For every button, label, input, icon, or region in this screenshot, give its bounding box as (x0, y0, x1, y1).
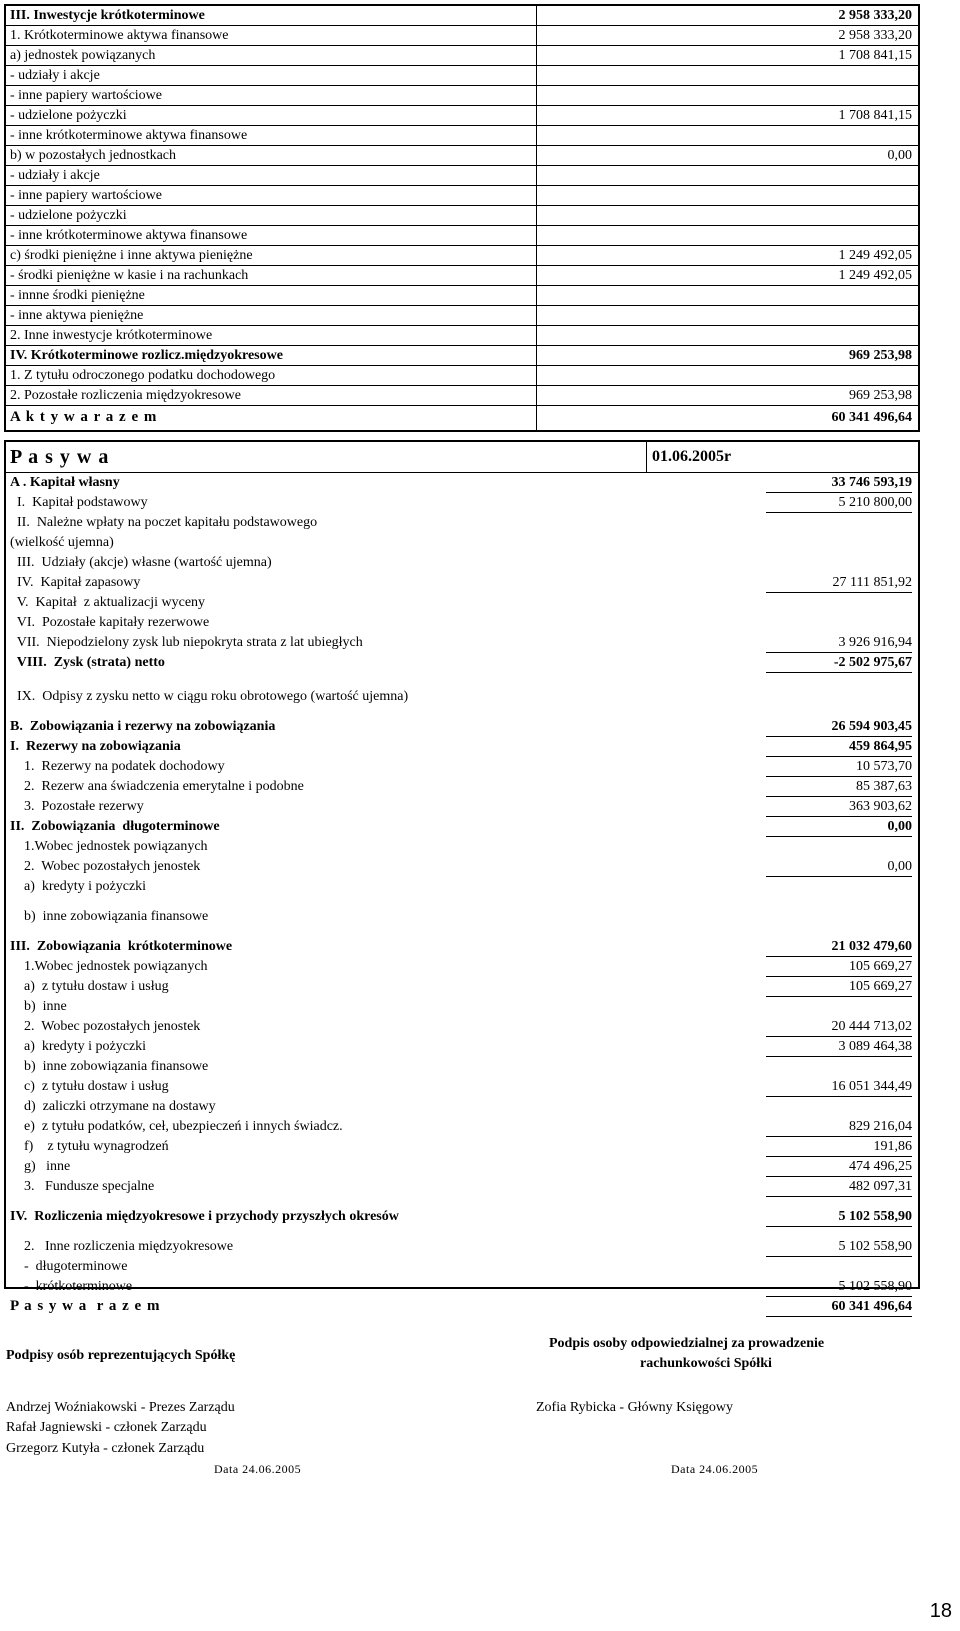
table-row (6, 1017, 918, 1036)
pasywa-date: 01.06.2005r (652, 448, 732, 465)
table-row (6, 633, 918, 652)
table-row (6, 613, 918, 632)
row-value: 3 926 916,94 (838, 635, 912, 650)
table-row (6, 937, 918, 956)
row-label: 1. Krótkoterminowe aktywa finansowe (10, 28, 229, 43)
row-label: - udziały i akcje (10, 168, 100, 183)
table-row (6, 677, 918, 716)
row-label: g) inne (10, 1159, 71, 1174)
signatory-name: Grzegorz Kutyła - członek Zarządu (6, 1441, 205, 1456)
table-row (6, 146, 918, 166)
table-row (6, 266, 918, 286)
row-value: 2 958 333,20 (838, 8, 912, 23)
table-row (6, 286, 918, 306)
table-row (6, 46, 918, 66)
row-label: V. Kapitał z aktualizacji wyceny (10, 595, 206, 610)
row-label: - środki pieniężne w kasie i na rachunkach (10, 268, 249, 283)
row-label: b) inne (10, 999, 67, 1014)
row-label: III. Inwestycje krótkoterminowe (10, 8, 205, 23)
table-row (6, 1097, 918, 1116)
row-label: 2. Wobec pozostałych jenostek (10, 859, 201, 874)
value-underline (766, 672, 912, 673)
table-row (6, 1057, 918, 1076)
row-label: VIII. Zysk (strata) netto (10, 655, 165, 670)
row-value: 1 708 841,15 (838, 48, 912, 63)
signatures-left-title: Podpisy osób reprezentujących Spółkę (6, 1348, 236, 1363)
row-value: 0,00 (887, 859, 912, 874)
table-row (6, 226, 918, 246)
right-signature-date: Data 24.06.2005 (671, 1462, 759, 1476)
table-row (6, 817, 918, 836)
row-label: f) z tytułu wynagrodzeń (10, 1139, 169, 1154)
row-label: 1.Wobec jednostek powiązanych (10, 839, 208, 854)
row-label: - inne papiery wartościowe (10, 88, 162, 103)
table-row (6, 406, 918, 429)
row-label: 1. Rezerwy na podatek dochodowy (10, 759, 225, 774)
row-label: IV. Krótkoterminowe rozlicz.międzyokresowe (10, 348, 283, 363)
row-value: 5 102 558,90 (838, 1209, 912, 1224)
table-row (6, 306, 918, 326)
table-row (6, 1177, 918, 1196)
row-label: - krótkoterminowe (10, 1279, 133, 1294)
row-value: 191,86 (873, 1139, 912, 1154)
row-label: 3. Pozostałe rezerwy (10, 799, 144, 814)
row-label: - długoterminowe (10, 1259, 128, 1274)
row-value: 105 669,27 (849, 959, 912, 974)
table-row (6, 1037, 918, 1056)
row-value: 1 249 492,05 (838, 248, 912, 263)
table-row (6, 1197, 918, 1236)
row-label: 2. Inne inwestycje krótkoterminowe (10, 328, 213, 343)
row-value: 459 864,95 (849, 739, 912, 754)
row-label: a) kredyty i pożyczki (10, 1039, 147, 1054)
row-label: III. Udziały (akcje) własne (wartość ujemna) (10, 555, 272, 570)
table-row (6, 837, 918, 856)
row-label: I. Kapitał podstawowy (10, 495, 148, 510)
row-value: 33 746 593,19 (831, 475, 912, 490)
row-label: b) inne zobowiązania finansowe (10, 1059, 209, 1074)
table-row (6, 1077, 918, 1096)
row-label: c) środki pieniężne i inne aktywa pieniężne (10, 248, 253, 263)
table-row (6, 366, 918, 386)
row-value: 85 387,63 (856, 779, 912, 794)
row-value: 26 594 903,45 (831, 719, 912, 734)
row-label: 2. Wobec pozostałych jenostek (10, 1019, 201, 1034)
row-label: - udzielone pożyczki (10, 208, 127, 223)
table-row (6, 737, 918, 756)
row-label: P a s y w a r a z e m (10, 1298, 161, 1314)
table-row (6, 86, 918, 106)
row-value: 1 708 841,15 (838, 108, 912, 123)
table-row (6, 533, 918, 552)
row-label: - innne środki pieniężne (10, 288, 145, 303)
table-row (6, 777, 918, 796)
accountant-name: Zofia Rybicka - Główny Księgowy (536, 1400, 733, 1415)
row-value: 60 341 496,64 (831, 1299, 912, 1314)
table-row (6, 717, 918, 736)
signatures-right-title-1: Podpis osoby odpowiedzialnej za prowadzenie (549, 1336, 825, 1351)
row-value: -2 502 975,67 (833, 655, 912, 670)
row-label: 1.Wobec jednostek powiązanych (10, 959, 208, 974)
row-value: 829 216,04 (849, 1119, 912, 1134)
row-value: 1 249 492,05 (838, 268, 912, 283)
row-value: 21 032 479,60 (831, 939, 912, 954)
row-value: 5 102 558,90 (838, 1279, 912, 1294)
table-row (6, 857, 918, 876)
table-row (6, 1137, 918, 1156)
table-row (6, 757, 918, 776)
row-value: 969 253,98 (849, 348, 912, 363)
row-label: - inne krótkoterminowe aktywa finansowe (10, 128, 248, 143)
table-row (6, 386, 918, 406)
table-row (6, 206, 918, 226)
row-value: 2 958 333,20 (838, 28, 912, 43)
row-value: 27 111 851,92 (832, 575, 912, 590)
table-row (6, 106, 918, 126)
row-value: 20 444 713,02 (831, 1019, 912, 1034)
table-row (6, 1117, 918, 1136)
table-row (6, 26, 918, 46)
table-row (6, 493, 918, 512)
row-label: a) jednostek powiązanych (10, 48, 156, 63)
row-label: 3. Fundusze specjalne (10, 1179, 155, 1194)
table-row (6, 997, 918, 1016)
aktywa-table (4, 4, 920, 432)
row-label: c) z tytułu dostaw i usług (10, 1079, 169, 1094)
row-label: e) z tytułu podatków, ceł, ubezpieczeń i innych świadcz. (10, 1119, 343, 1134)
table-row (6, 573, 918, 592)
table-row (6, 6, 918, 26)
value-underline (766, 1226, 912, 1227)
signatory-name: Rafał Jagniewski - członek Zarządu (6, 1420, 207, 1435)
table-row (6, 326, 918, 346)
row-value: 474 496,25 (849, 1159, 912, 1174)
table-row (6, 473, 918, 492)
row-label: - inne krótkoterminowe aktywa finansowe (10, 228, 248, 243)
table-row (6, 797, 918, 816)
row-label: - udzielone pożyczki (10, 108, 127, 123)
row-label: I. Rezerwy na zobowiązania (10, 739, 181, 754)
signatory-name: Andrzej Woźniakowski - Prezes Zarządu (6, 1400, 235, 1415)
row-label: III. Zobowiązania krótkoterminowe (10, 939, 233, 954)
row-label: a) kredyty i pożyczki (10, 879, 147, 894)
row-value: 16 051 344,49 (831, 1079, 912, 1094)
row-value: 3 089 464,38 (838, 1039, 912, 1054)
row-label: b) inne zobowiązania finansowe (10, 909, 209, 924)
row-label: 1. Z tytułu odroczonego podatku dochodowego (10, 368, 276, 383)
row-label: 2. Rezerw ana świadczenia emerytalne i podobne (10, 779, 304, 794)
row-label: A . Kapitał własny (10, 475, 120, 490)
pasywa-title: P a s y w a (10, 446, 110, 468)
row-label: b) w pozostałych jednostkach (10, 148, 177, 163)
table-row (6, 877, 918, 896)
pasywa-table (4, 440, 920, 1314)
signatures-right-title-2: rachunkowości Spółki (640, 1356, 772, 1371)
row-value: 0,00 (887, 819, 912, 834)
row-label: IX. Odpisy z zysku netto w ciągu roku obrotowego (wartość ujemna) (10, 689, 409, 704)
table-row (6, 1157, 918, 1176)
page-number: 18 (929, 1600, 952, 1622)
table-row (6, 246, 918, 266)
row-label: IV. Rozliczenia międzyokresowe i przychody przyszłych okresów (10, 1209, 399, 1224)
row-value: 0,00 (887, 148, 912, 163)
table-row (6, 186, 918, 206)
row-value: 482 097,31 (849, 1179, 912, 1194)
table-row (6, 1257, 918, 1276)
row-label: IV. Kapitał zapasowy (10, 575, 141, 590)
row-value: 60 341 496,64 (831, 410, 912, 425)
left-signature-date: Data 24.06.2005 (214, 1462, 302, 1476)
row-label: A k t y w a r a z e m (10, 409, 158, 425)
row-value: 969 253,98 (849, 388, 912, 403)
table-row (6, 1277, 918, 1296)
pasywa-header (6, 442, 918, 473)
row-value: 105 669,27 (849, 979, 912, 994)
row-label: 2. Inne rozliczenia międzyokresowe (10, 1239, 234, 1254)
row-value: 10 573,70 (856, 759, 912, 774)
table-row (6, 593, 918, 612)
table-row (6, 166, 918, 186)
row-label: d) zaliczki otrzymane na dostawy (10, 1099, 216, 1114)
row-label: VI. Pozostałe kapitały rezerwowe (10, 615, 210, 630)
table-row (6, 553, 918, 572)
row-label: - udziały i akcje (10, 68, 100, 83)
row-label: II. Należne wpłaty na poczet kapitału podstawowego (10, 515, 318, 530)
row-label: II. Zobowiązania długoterminowe (10, 819, 220, 834)
table-row (6, 1237, 918, 1256)
table-row (6, 977, 918, 996)
table-row (6, 1297, 918, 1318)
row-label: VII. Niepodzielony zysk lub niepokryta strata z lat ubiegłych (10, 635, 363, 650)
table-row (6, 653, 918, 676)
table-row (6, 957, 918, 976)
row-value: 5 102 558,90 (838, 1239, 912, 1254)
row-label: - inne papiery wartościowe (10, 188, 162, 203)
row-label: a) z tytułu dostaw i usług (10, 979, 169, 994)
row-label: (wielkość ujemna) (10, 535, 114, 550)
table-row (6, 513, 918, 532)
table-row (6, 897, 918, 936)
row-value: 363 903,62 (849, 799, 912, 814)
table-row (6, 66, 918, 86)
table-row (6, 126, 918, 146)
row-label: B. Zobowiązania i rezerwy na zobowiązania (10, 719, 276, 734)
row-label: 2. Pozostałe rozliczenia międzyokresowe (10, 388, 241, 403)
value-underline (766, 1316, 912, 1317)
row-value: 5 210 800,00 (838, 495, 912, 510)
row-label: - inne aktywa pieniężne (10, 308, 144, 323)
table-row (6, 346, 918, 366)
